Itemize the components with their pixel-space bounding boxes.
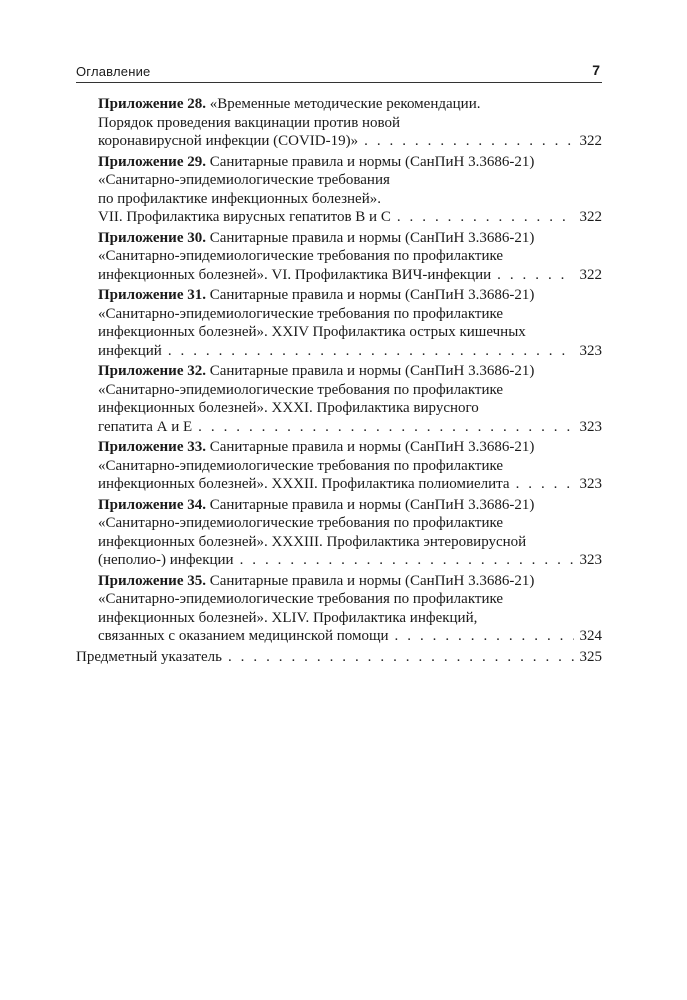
toc-entry-appendix-31[interactable] (98, 286, 602, 360)
toc-page-number: 322 (579, 266, 602, 283)
toc-entry-text: коронавирусной инфекции (COVID-19)» (98, 133, 359, 149)
toc-line (98, 323, 602, 342)
toc-entry-text: Санитарные правила и нормы (СанПиН 3.3686-21) (209, 229, 535, 246)
toc-entry-text: «Санитарно-эпидемиологические требования по профилактике (98, 515, 504, 531)
toc-entry-label: Приложение 33. (98, 439, 206, 455)
toc-line (98, 229, 602, 248)
toc-line (98, 171, 602, 190)
toc-line (98, 247, 602, 266)
toc-line (98, 266, 602, 285)
toc-entry-appendix-32[interactable] (98, 362, 602, 436)
dot-leader (228, 648, 574, 667)
toc-entry-text: гепатита А и Е (98, 418, 193, 435)
toc-line (98, 496, 602, 515)
toc-line (98, 95, 602, 114)
running-header (76, 62, 602, 83)
toc-entry-text: инфекций (98, 342, 162, 359)
toc-entry-label: Приложение 34. (98, 496, 206, 513)
toc-line (98, 342, 602, 361)
toc-page-number: 322 (579, 209, 602, 225)
toc-line (98, 533, 602, 552)
dot-leader (364, 132, 573, 151)
toc-entry-text: Порядок проведения вакцинации против новой (98, 114, 401, 131)
dot-leader (395, 627, 574, 646)
toc-line (98, 627, 602, 646)
toc-page-number: 323 (579, 418, 602, 435)
toc-entry-text: инфекционных болезней». XXXI. Профилактика вирусного (98, 400, 479, 416)
toc-line (98, 132, 602, 151)
toc-entry-text: Санитарные правила и нормы (СанПиН 3.3686-21) (209, 439, 535, 455)
toc-entry-label: Приложение 32. (98, 363, 206, 379)
toc-entry-text: Санитарные правила и нормы (СанПиН 3.3686-21) (209, 287, 535, 303)
toc-entry-appendix-28[interactable] (98, 95, 602, 151)
toc-page-number: 323 (579, 552, 602, 568)
toc-line (98, 609, 602, 628)
toc-entry-label: Приложение 29. (98, 153, 206, 170)
toc-entry-text: VII. Профилактика вирусных гепатитов В и С (98, 209, 391, 225)
toc-entry-text: «Санитарно-эпидемиологические требования по профилактике (98, 457, 504, 474)
toc-page-number: 324 (579, 628, 602, 644)
toc-entry-text: (неполио-) инфекции (98, 552, 234, 568)
toc-line (98, 208, 602, 227)
toc-entry-text: связанных с оказанием медицинской помощи (98, 628, 389, 644)
toc-line (98, 514, 602, 533)
toc-line (98, 114, 602, 133)
dot-leader (397, 208, 574, 227)
toc-page-number: 322 (579, 133, 602, 149)
toc-line (98, 286, 602, 305)
toc-entry-text: «Санитарно-эпидемиологические требования по профилактике (98, 248, 504, 264)
toc-entry-text: «Санитарно-эпидемиологические требования по профилактике (98, 591, 504, 607)
toc-line (98, 362, 602, 381)
toc-entry-text: Санитарные правила и нормы (СанПиН 3.3686-21) (209, 572, 535, 589)
toc-entry-text: Санитарные правила и нормы (СанПиН 3.3686-21) (209, 153, 535, 170)
toc-entry-subject-index[interactable] (76, 648, 602, 667)
dot-leader (516, 475, 574, 494)
toc-line (98, 457, 602, 476)
toc-line (98, 418, 602, 437)
toc-entry-text: инфекционных болезней». XXXIII. Профилактика энтеровирусной (98, 533, 527, 550)
page-number: 7 (592, 62, 600, 78)
toc-entry-label: Приложение 30. (98, 229, 206, 246)
toc-entry-appendix-30[interactable] (98, 229, 602, 285)
toc-entry-text: инфекционных болезней». VI. Профилактика ВИЧ-инфекции (98, 266, 492, 283)
dot-leader (198, 418, 573, 437)
running-header-title: Оглавление (76, 64, 151, 79)
dot-leader (168, 342, 574, 361)
dot-leader (497, 266, 573, 285)
toc-entry-text: «Санитарно-эпидемиологические требования по профилактике (98, 305, 504, 322)
toc-line (98, 438, 602, 457)
toc-line (98, 590, 602, 609)
toc-entry-text: по профилактике инфекционных болезней». (98, 190, 381, 207)
toc-page-number: 325 (579, 648, 602, 665)
toc-entry-text: «Временные методические рекомендации. (209, 96, 481, 112)
dot-leader (240, 551, 574, 570)
toc-line (98, 381, 602, 400)
toc-line (76, 648, 602, 667)
toc-entry-label: Приложение 35. (98, 572, 206, 589)
toc-entry-label: Приложение 31. (98, 287, 206, 303)
toc-entry-text: Предметный указатель (76, 648, 222, 665)
toc-line (98, 305, 602, 324)
table-of-contents (76, 95, 602, 668)
toc-page-number: 323 (579, 342, 602, 359)
toc-entry-label: Приложение 28. (98, 96, 206, 112)
toc-line (98, 190, 602, 209)
toc-line (98, 572, 602, 591)
toc-entry-appendix-34[interactable] (98, 496, 602, 570)
toc-entry-appendix-29[interactable] (98, 153, 602, 227)
toc-line (98, 153, 602, 172)
toc-entry-text: Санитарные правила и нормы (СанПиН 3.3686-21) (209, 363, 535, 379)
toc-entry-text: «Санитарно-эпидемиологические требования по профилактике (98, 381, 504, 398)
toc-page-number: 323 (579, 476, 602, 492)
toc-entry-text: инфекционных болезней». XLIV. Профилактика инфекций, (98, 609, 478, 626)
toc-line (98, 475, 602, 494)
toc-entry-text: Санитарные правила и нормы (СанПиН 3.3686-21) (209, 496, 535, 513)
toc-line (98, 551, 602, 570)
toc-line (98, 399, 602, 418)
toc-entry-text: инфекционных болезней». XXIV Профилактика острых кишечных (98, 324, 526, 340)
toc-entry-text: «Санитарно-эпидемиологические требования (98, 172, 390, 188)
toc-entry-text: инфекционных болезней». XXXII. Профилактика полиомиелита (98, 476, 510, 492)
toc-entry-appendix-33[interactable] (98, 438, 602, 494)
toc-entry-appendix-35[interactable] (98, 572, 602, 646)
